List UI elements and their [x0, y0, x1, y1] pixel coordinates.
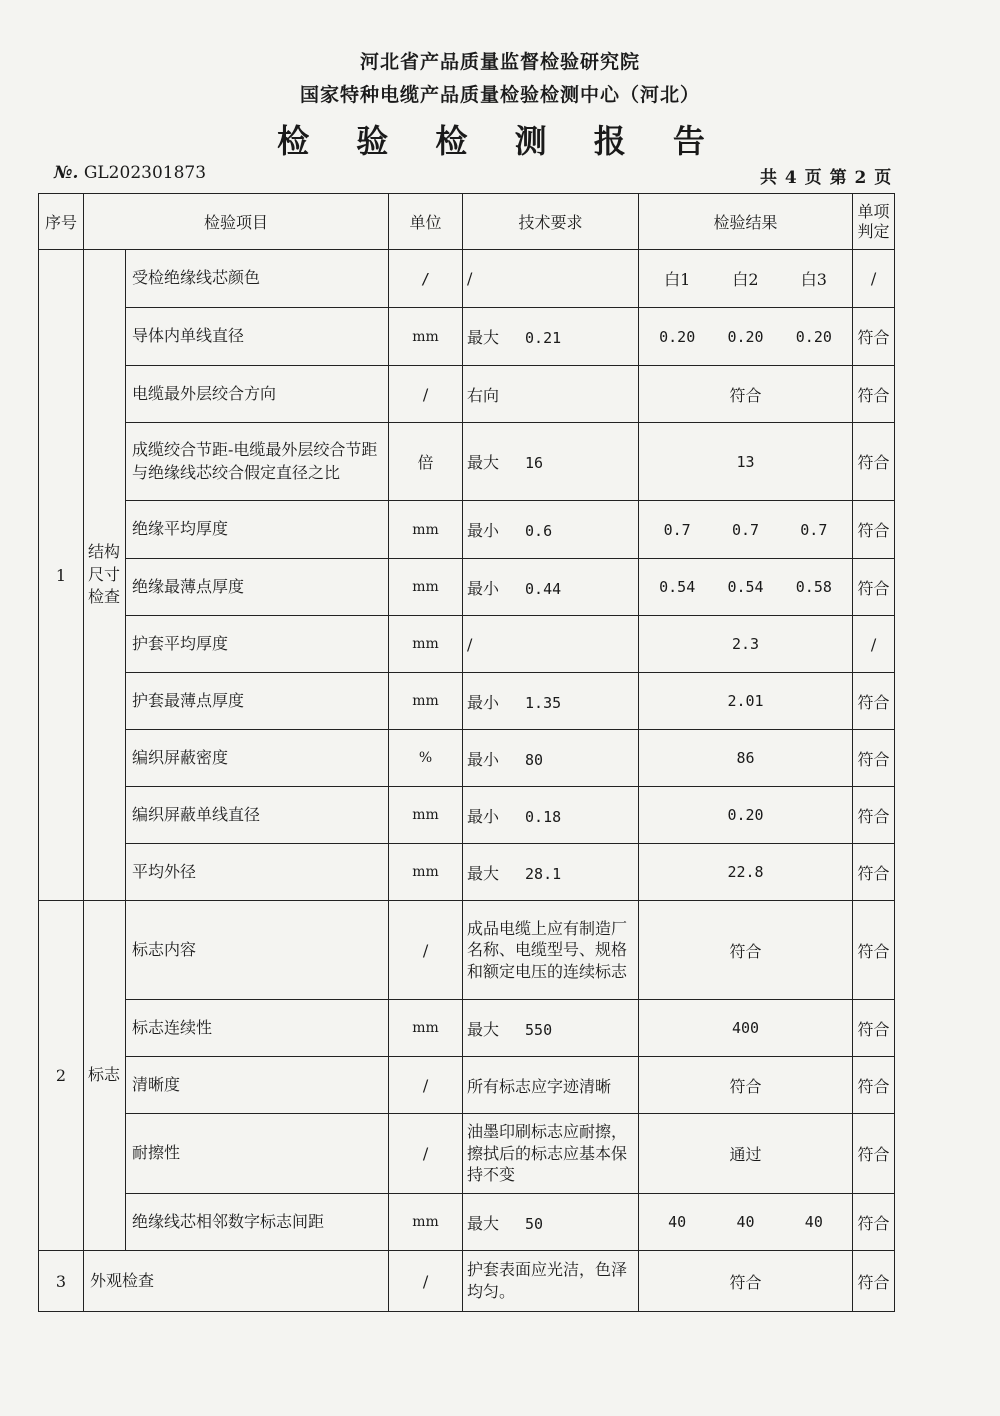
item-judge: 符合 — [853, 1194, 895, 1251]
institute-name: 河北省产品质量监督检验研究院 — [359, 51, 640, 73]
table-row — [39, 1194, 895, 1251]
item-judge: 符合 — [853, 501, 895, 559]
item-requirement: 最大 16 — [463, 423, 639, 501]
table-row — [39, 559, 895, 616]
col-header-judge: 单项判定 — [853, 194, 895, 250]
item-unit: / — [389, 901, 463, 1000]
item-judge: 符合 — [853, 1057, 895, 1114]
item-result: 通过 — [639, 1114, 853, 1194]
item-name: 绝缘最薄点厚度 — [126, 559, 389, 616]
item-name: 护套平均厚度 — [126, 616, 389, 673]
item-requirement: 右向 — [463, 366, 639, 423]
item-result: 86 — [639, 730, 853, 787]
item-judge: 符合 — [853, 1000, 895, 1057]
item-name: 绝缘平均厚度 — [126, 501, 389, 559]
item-name: 电缆最外层绞合方向 — [126, 366, 389, 423]
table-row — [39, 1057, 895, 1114]
item-unit: mm — [389, 616, 463, 673]
item-unit: % — [389, 730, 463, 787]
item-result: 2.01 — [639, 673, 853, 730]
item-results: 40 40 40 — [639, 1194, 853, 1251]
table-row — [39, 616, 895, 673]
group-name: 结构尺寸检查 — [84, 250, 126, 901]
item-unit: mm — [389, 501, 463, 559]
item-result: 22.8 — [639, 844, 853, 901]
item-judge: 符合 — [853, 559, 895, 616]
item-name: 成缆绞合节距-电缆最外层绞合节距与绝缘线芯绞合假定直径之比 — [126, 423, 389, 501]
item-unit: 倍 — [389, 423, 463, 501]
item-judge: 符合 — [853, 844, 895, 901]
col-header-unit: 单位 — [389, 194, 463, 250]
col-header-item: 检验项目 — [84, 194, 389, 250]
item-judge: 符合 — [853, 673, 895, 730]
item-unit: mm — [389, 308, 463, 366]
item-requirement: / — [463, 250, 639, 308]
item-requirement: 最大 0.21 — [463, 308, 639, 366]
item-name: 绝缘线芯相邻数字标志间距 — [126, 1194, 389, 1251]
report-title: 检 验 检 测 报 告 — [277, 122, 723, 160]
table-row — [39, 901, 895, 1000]
group-seq: 1 — [39, 250, 84, 901]
item-result: 符合 — [639, 901, 853, 1000]
table-row — [39, 730, 895, 787]
table-row — [39, 1114, 895, 1194]
item-result: 400 — [639, 1000, 853, 1057]
group-seq: 2 — [39, 901, 84, 1251]
report-number-label: №. — [54, 163, 79, 183]
table-row — [39, 844, 895, 901]
item-requirement: 最小 80 — [463, 730, 639, 787]
item-unit: / — [389, 1057, 463, 1114]
item-name: 清晰度 — [126, 1057, 389, 1114]
item-unit: / — [389, 1114, 463, 1194]
table-row — [39, 787, 895, 844]
item-requirement: 最大 50 — [463, 1194, 639, 1251]
page-info: 共 4 页 第 2 页 — [760, 168, 893, 188]
col-header-result: 检验结果 — [639, 194, 853, 250]
item-unit: / — [389, 250, 463, 308]
report-number-value: GL202301873 — [83, 163, 207, 183]
item-result: 2.3 — [639, 616, 853, 673]
item-judge: / — [853, 616, 895, 673]
item-requirement: 最小 0.44 — [463, 559, 639, 616]
item-unit: mm — [389, 559, 463, 616]
group-seq: 3 — [39, 1251, 84, 1312]
item-results: 白1 白2 白3 — [639, 250, 853, 308]
item-unit: / — [389, 1251, 463, 1312]
item-result: 符合 — [639, 1251, 853, 1312]
item-judge: 符合 — [853, 1251, 895, 1312]
item-requirement: 所有标志应字迹清晰 — [463, 1057, 639, 1114]
item-name: 导体内单线直径 — [126, 308, 389, 366]
center-name: 国家特种电缆产品质量检验检测中心（河北） — [299, 84, 700, 106]
table-row — [39, 308, 895, 366]
item-results: 0.54 0.54 0.58 — [639, 559, 853, 616]
group-name: 标志 — [84, 901, 126, 1251]
item-name: 受检绝缘线芯颜色 — [126, 250, 389, 308]
item-requirement: 最小 0.18 — [463, 787, 639, 844]
item-name: 标志内容 — [126, 901, 389, 1000]
item-name: 耐擦性 — [126, 1114, 389, 1194]
item-name: 标志连续性 — [126, 1000, 389, 1057]
item-name: 平均外径 — [126, 844, 389, 901]
group-name: 外观检查 — [84, 1251, 389, 1312]
item-judge: / — [853, 250, 895, 308]
table-row — [39, 250, 895, 308]
item-unit: mm — [389, 1000, 463, 1057]
item-judge: 符合 — [853, 901, 895, 1000]
table-header-row — [39, 194, 895, 250]
report-number — [54, 163, 206, 183]
item-judge: 符合 — [853, 308, 895, 366]
table-row — [39, 423, 895, 501]
item-name: 编织屏蔽单线直径 — [126, 787, 389, 844]
item-result: 符合 — [639, 366, 853, 423]
item-results: 0.20 0.20 0.20 — [639, 308, 853, 366]
item-judge: 符合 — [853, 787, 895, 844]
item-requirement: 最大 550 — [463, 1000, 639, 1057]
table-row — [39, 366, 895, 423]
item-name: 护套最薄点厚度 — [126, 673, 389, 730]
table-row — [39, 673, 895, 730]
table-row — [39, 1251, 895, 1312]
item-result: 0.20 — [639, 787, 853, 844]
item-unit: mm — [389, 787, 463, 844]
item-result: 13 — [639, 423, 853, 501]
item-requirement: / — [463, 616, 639, 673]
item-unit: mm — [389, 844, 463, 901]
item-requirement: 最小 1.35 — [463, 673, 639, 730]
inspection-table — [38, 193, 895, 1312]
item-unit: mm — [389, 673, 463, 730]
item-judge: 符合 — [853, 423, 895, 501]
table-row — [39, 1000, 895, 1057]
item-results: 0.7 0.7 0.7 — [639, 501, 853, 559]
item-judge: 符合 — [853, 366, 895, 423]
item-result: 符合 — [639, 1057, 853, 1114]
table-row — [39, 501, 895, 559]
item-requirement: 最小 0.6 — [463, 501, 639, 559]
col-header-seq: 序号 — [39, 194, 84, 250]
item-requirement: 成品电缆上应有制造厂名称、电缆型号、规格和额定电压的连续标志 — [463, 901, 639, 1000]
item-judge: 符合 — [853, 730, 895, 787]
item-judge: 符合 — [853, 1114, 895, 1194]
col-header-requirement: 技术要求 — [463, 194, 639, 250]
item-name: 编织屏蔽密度 — [126, 730, 389, 787]
item-requirement: 油墨印刷标志应耐擦，擦拭后的标志应基本保持不变 — [463, 1114, 639, 1194]
item-requirement: 护套表面应光洁，色泽均匀。 — [463, 1251, 639, 1312]
item-unit: mm — [389, 1194, 463, 1251]
item-unit: / — [389, 366, 463, 423]
item-requirement: 最大 28.1 — [463, 844, 639, 901]
